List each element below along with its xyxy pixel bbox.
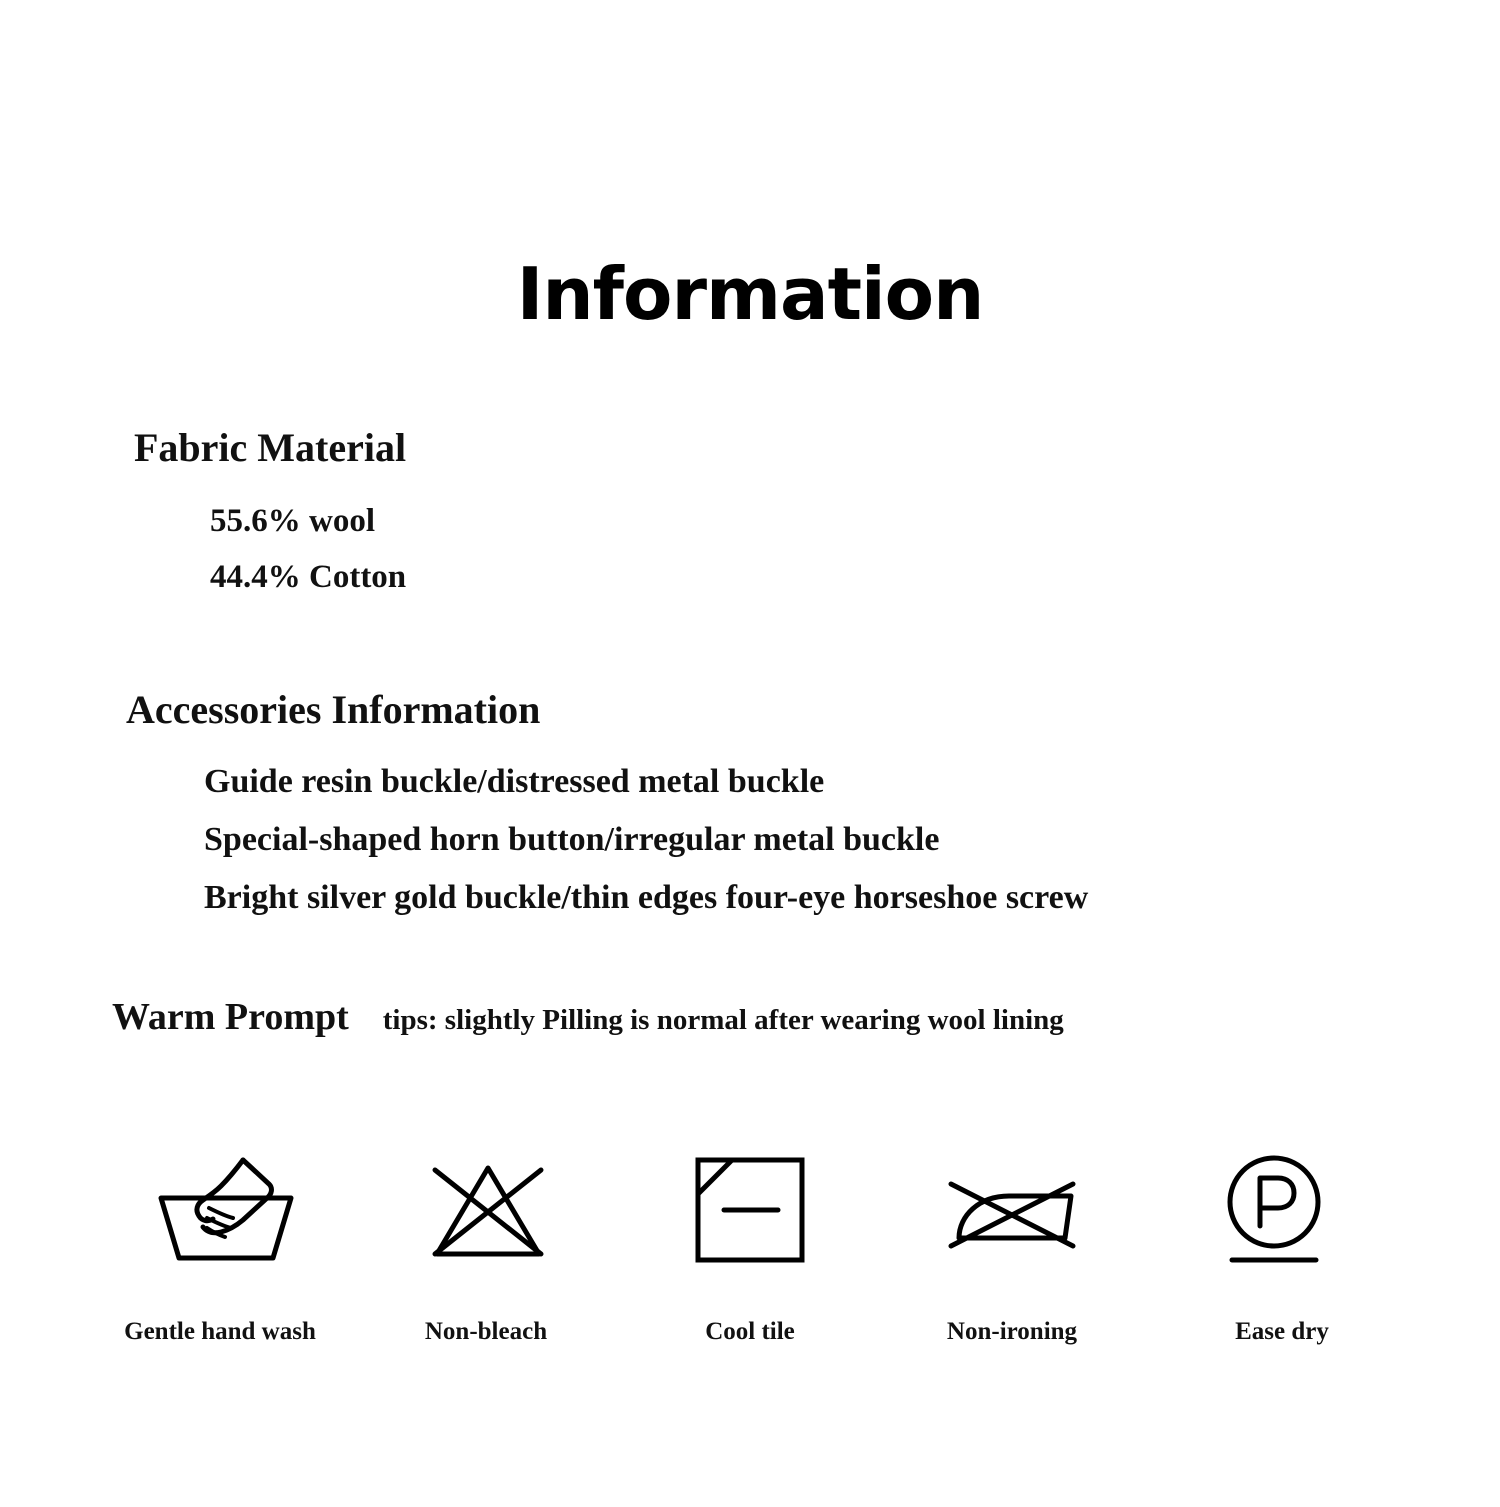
- accessories-information-line: Guide resin buckle/distressed metal buckle: [204, 763, 825, 800]
- fabric-material-line: 44.4% Cotton: [210, 559, 407, 596]
- cool-tile-icon: [688, 1140, 812, 1280]
- care-symbol-label: Cool tile: [705, 1318, 795, 1345]
- accessories-information-line: Bright silver gold buckle/thin edges four-eye horseshoe screw: [204, 878, 1089, 916]
- accessories-information-line: Special-shaped horn button/irregular metal buckle: [204, 820, 940, 858]
- page-title: Information: [516, 252, 984, 336]
- care-symbol-item: [357, 1140, 619, 1346]
- care-symbol-item: [619, 1140, 881, 1346]
- care-symbols-section: [95, 1140, 1405, 1346]
- fabric-material-lines: [210, 493, 1500, 605]
- non-bleach-icon: [423, 1140, 553, 1280]
- fabric-material-line: 55.6% wool: [210, 503, 375, 539]
- accessories-information-lines: [204, 753, 1500, 926]
- care-symbol-item: [1143, 1140, 1405, 1346]
- care-symbol-label: Non-bleach: [424, 1318, 548, 1345]
- warm-prompt-section: [0, 995, 1500, 1039]
- fabric-material-section: [0, 424, 1500, 605]
- warm-prompt-tip: tips: slightly Pilling is normal after wearing wool lining: [382, 1004, 1064, 1036]
- care-symbol-item: [881, 1140, 1143, 1346]
- care-symbol-label: Non-ironing: [946, 1318, 1078, 1345]
- care-symbols-row: [95, 1140, 1405, 1346]
- warm-prompt-row: [112, 995, 1500, 1039]
- warm-prompt-label: Warm Prompt: [112, 996, 349, 1038]
- accessories-information-section: [0, 686, 1500, 926]
- care-symbol-label: Gentle hand wash: [124, 1318, 316, 1345]
- ease-dry-icon: [1212, 1140, 1336, 1280]
- hand-wash-icon: [151, 1140, 301, 1280]
- accessories-information-heading: Accessories Information: [126, 687, 541, 732]
- care-symbol-label: Ease dry: [1235, 1318, 1329, 1345]
- non-ironing-icon: [937, 1140, 1087, 1280]
- fabric-material-heading: Fabric Material: [134, 425, 407, 470]
- care-symbol-item: [95, 1140, 357, 1346]
